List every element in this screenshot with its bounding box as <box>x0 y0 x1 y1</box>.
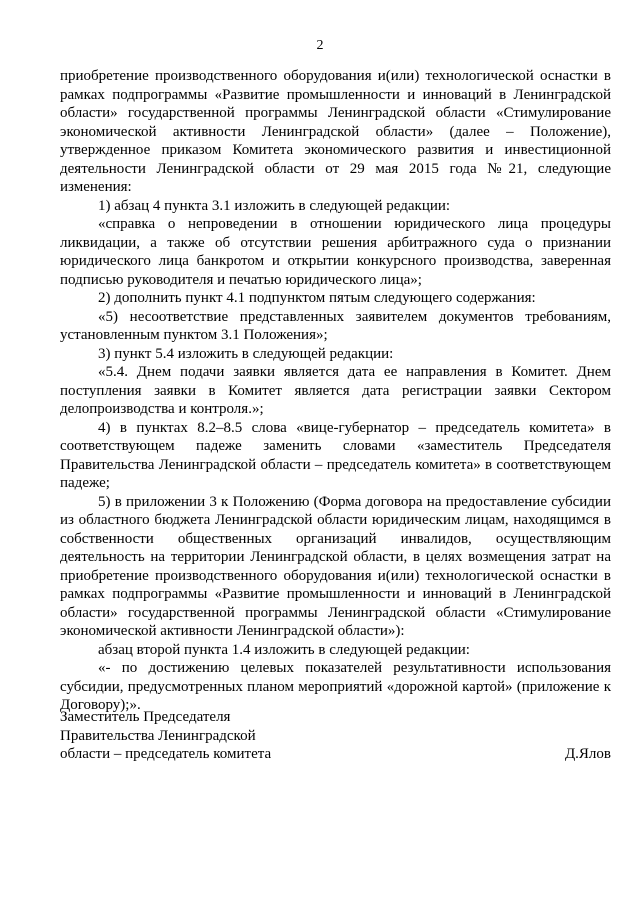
signature-title-line-2: Правительства Ленинградской <box>60 727 256 744</box>
paragraph-item-2-text: «5) несоответствие представленных заявителем документов требованиям, установленным пунктом 3.1 Положения»; <box>60 308 611 343</box>
signature-title-line-3: области – председатель комитета <box>60 746 272 762</box>
paragraph-item-4: 4) в пунктах 8.2–8.5 слова «вице-губернатор – председатель комитета» в соответствующем падеже заменить словами «заместитель Председателя Правительства Ленинградской области – председатель комитета» в соответствующем падеже; <box>60 419 611 491</box>
signature-title-line-1: Заместитель Председателя <box>60 709 231 725</box>
signature-block <box>60 708 611 764</box>
page-number: 2 <box>316 38 324 53</box>
paragraph-item-3: 3) пункт 5.4 изложить в следующей редакции: <box>98 345 394 362</box>
paragraph-item-5-text: «- по достижению целевых показателей результативности использования субсидии, предусмотренных планом мероприятий «дорожной картой» (приложение к Договору);». <box>60 660 611 713</box>
paragraph-item-3-text: «5.4. Днем подачи заявки является дата ее направления в Комитет. Днем поступления заявки в Комитет является дата регистрации заявки Сектором делопроизводства и контроля.»; <box>60 364 611 417</box>
paragraph-item-1: 1) абзац 4 пункта 3.1 изложить в следующей редакции: <box>98 197 451 214</box>
paragraph-item-5-sub: абзац второй пункта 1.4 изложить в следующей редакции: <box>98 641 470 658</box>
document-body <box>60 67 611 715</box>
paragraph-intro: приобретение производственного оборудования и(или) технологической оснастки в рамках подпрограммы «Развитие промышленности и инноваций в Ленинградской области» государственной программы Ленинградской области «Стимулирование экономической активности Ленинградской области» (далее – Положение), утвержденное приказом Комитета экономического развития и инвестиционной деятельности Ленинградской области от 29 мая 2015 года №21, следующие изменения: <box>60 68 611 195</box>
paragraph-item-1-text: «справка о непроведении в отношении юридического лица процедуры ликвидации, а также об отсутствии решения арбитражного суда о признании юридического лица банкротом и открытии конкурсного производства, заверенная подписью руководителя и печатью юридического лица»; <box>60 216 611 288</box>
paragraph-item-5: 5) в приложении 3 к Положению (Форма договора на предоставление субсидии из областного бюджета Ленинградской области юридическим лицам, находящимся в собственности общественных организаций инвалидов, осуществляющим деятельность на территории Ленинградской области, в целях возмещения затрат на приобретение производственного оборудования и(или) технологической оснастки в рамках подпрограммы «Развитие промышленности и инноваций в Ленинградской области» государственной программы Ленинградской области «Стимулирование экономической активности Ленинградской области»): <box>60 493 611 639</box>
signatory-name: Д.Ялов <box>564 746 611 762</box>
signature-row <box>60 745 611 764</box>
paragraph-item-2: 2) дополнить пункт 4.1 подпунктом пятым следующего содержания: <box>98 290 536 306</box>
